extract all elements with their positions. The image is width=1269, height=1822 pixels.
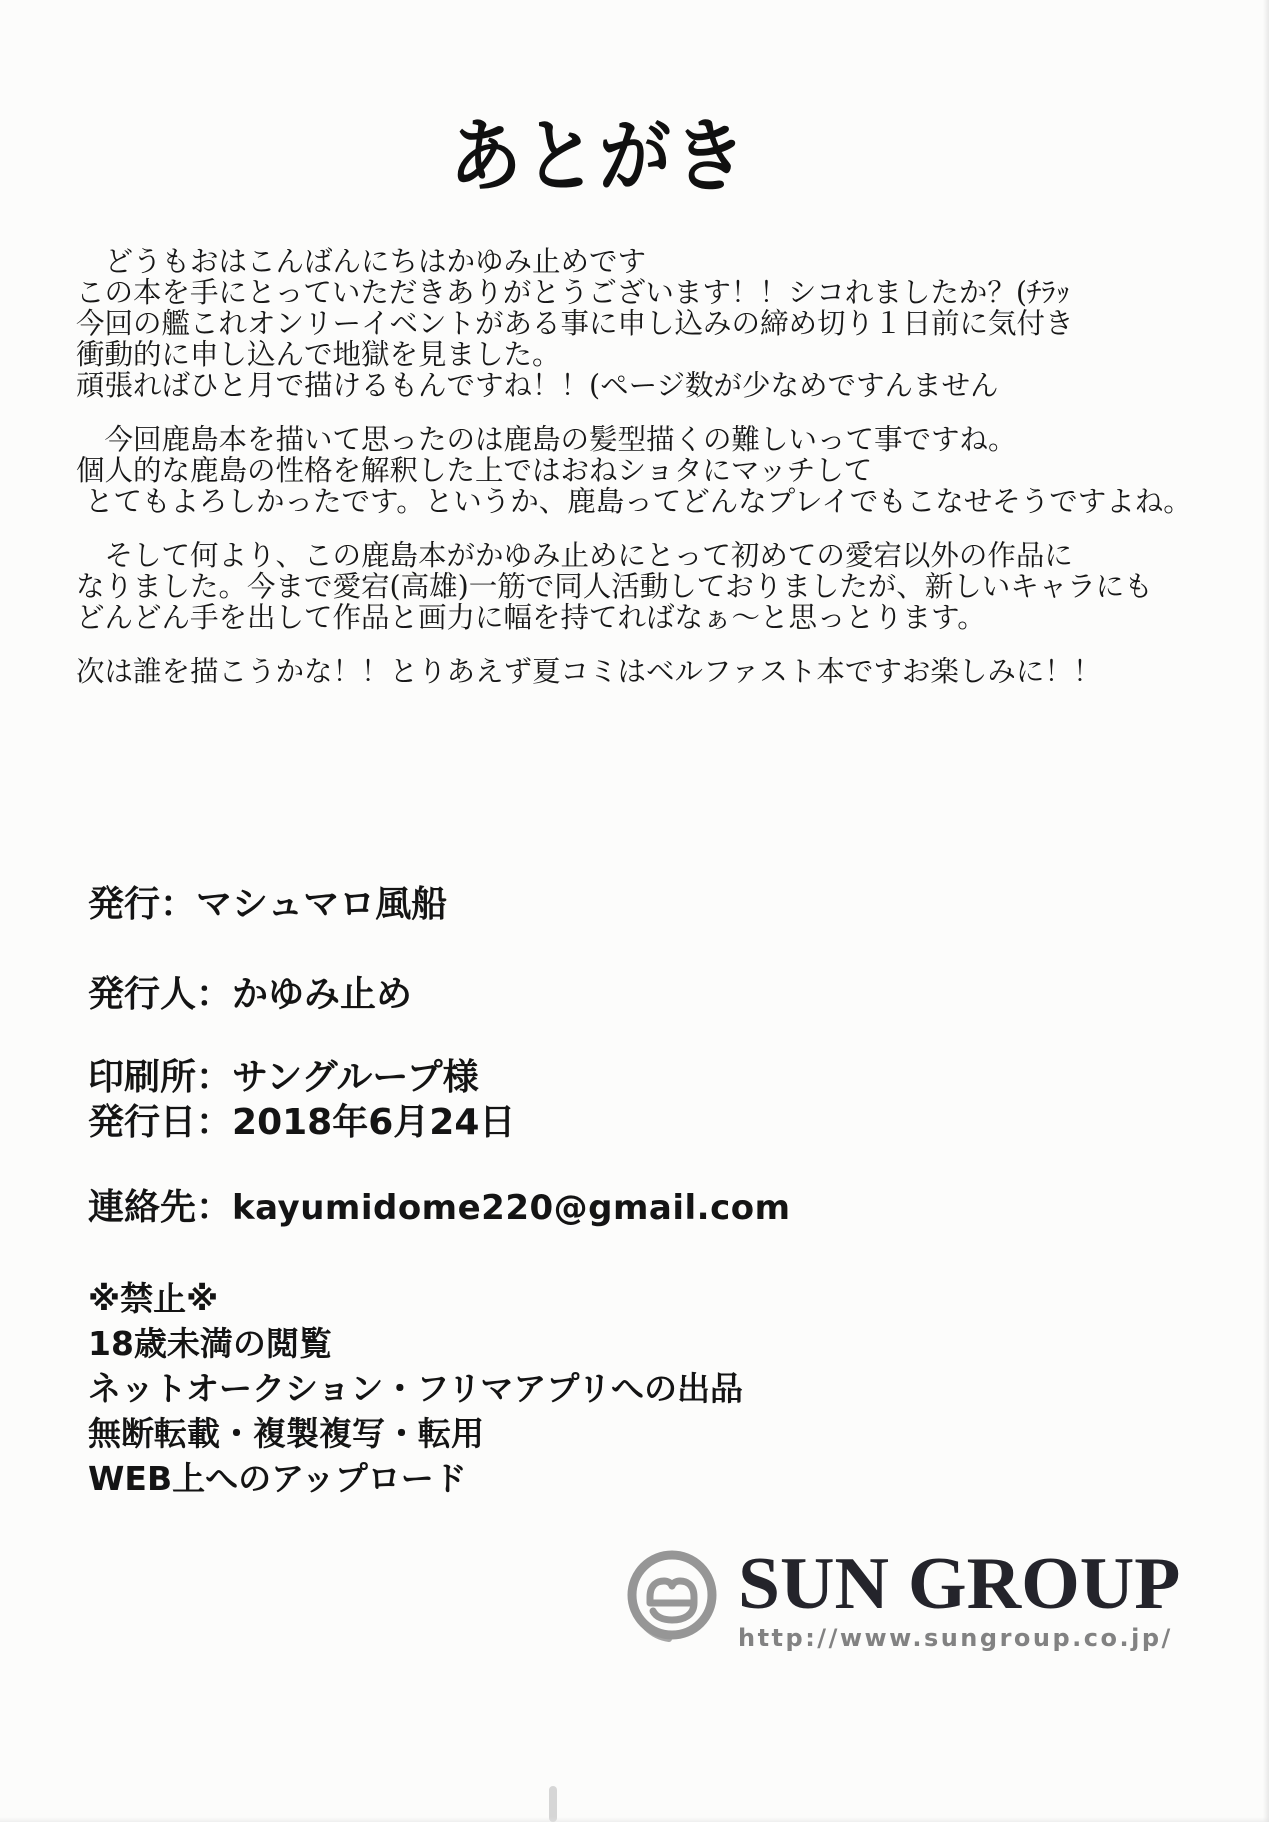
publisher-label: 発行 [88, 884, 161, 925]
publisher-value: マシュマロ風船 [196, 884, 448, 925]
colon: ： [196, 1187, 233, 1228]
text-line: どんどん手を出して作品と画力に幅を持てればなぁ～と思っとります。 [76, 601, 986, 634]
prohibition-item: WEB上へのアップロード [88, 1459, 467, 1498]
afterword-paragraph-3 [76, 540, 1216, 633]
prohibition-item: ネットオークション・フリマアプリへの出品 [88, 1369, 744, 1408]
colophon [88, 884, 791, 1229]
printer-row [88, 1057, 791, 1099]
afterword-text [76, 246, 1216, 710]
text-line: そして何より、この鹿島本がかゆみ止めにとって初めての愛宕以外の作品に [76, 539, 1073, 572]
afterword-paragraph-4 [76, 656, 1216, 687]
publisher-row [88, 884, 791, 926]
printer-company-url: http://www.sungroup.co.jp/ [738, 1624, 1173, 1652]
page-title-text: あとがき [449, 110, 748, 203]
text-line: 個人的な鹿島の性格を解釈した上ではおねショタにマッチして [76, 454, 873, 487]
publish-date-label: 発行日 [88, 1102, 197, 1143]
contact-email: kayumidome220@gmail.com [232, 1188, 791, 1228]
text-line: なりました。今まで愛宕(高雄)一筋で同人活動しておりましたが、新しいキャラにも [76, 570, 1153, 603]
author-value: かゆみ止め [232, 974, 413, 1015]
text-line: 今回鹿島本を描いて思ったのは鹿島の髪型描くの難しいって事ですね。 [76, 423, 1017, 456]
author-label: 発行人 [88, 974, 197, 1015]
page-title [0, 112, 1269, 202]
text-line: 次は誰を描こうかな！！とりあえず夏コミはベルファスト本ですお楽しみに！！ [76, 655, 1102, 688]
text-line: とてもよろしかったです。というか、鹿島ってどんなプレイでもこなせそうですよね。 [76, 485, 1192, 518]
scan-edge-right [1263, 0, 1269, 1822]
colon: ： [160, 884, 197, 925]
contact-row [88, 1187, 791, 1229]
afterword-paragraph-2 [76, 424, 1216, 517]
text-line: この本を手にとっていただきありがとうございます！！シコれましたか？(ﾁﾗｯ [76, 276, 1070, 309]
text-line: 今回の艦これオンリーイベントがある事に申し込みの締め切り１日前に気付き [76, 307, 1074, 340]
printer-value: サングループ様 [232, 1057, 479, 1098]
text-line: 衝動的に申し込んで地獄を見ました。 [76, 338, 561, 371]
prohibition-item: 18歳未満の閲覧 [88, 1324, 332, 1363]
author-row [88, 974, 791, 1016]
text-line: 頑張ればひと月で描けるもんですね！！(ページ数が少なめですんません [76, 369, 999, 402]
colon: ： [196, 974, 233, 1015]
colon: ： [196, 1057, 233, 1098]
sun-group-logo-text [738, 1543, 1187, 1652]
printer-label: 印刷所 [88, 1057, 197, 1098]
colon: ： [196, 1102, 233, 1143]
sun-group-emblem-icon [622, 1546, 722, 1646]
publish-date-row [88, 1102, 791, 1144]
prohibition-section [88, 1276, 743, 1501]
sun-group-logo [622, 1543, 1187, 1652]
text-line: どうもおはこんばんにちはかゆみ止めです [76, 245, 647, 278]
prohibition-item: 無断転載・複製複写・転用 [88, 1414, 484, 1453]
afterword-paragraph-1 [76, 246, 1216, 401]
prohibition-heading: ※禁止※ [88, 1279, 219, 1318]
publish-date-value: 2018年6月24日 [232, 1102, 516, 1143]
scan-edge-bottom [0, 1817, 1269, 1822]
contact-label: 連絡先 [88, 1187, 197, 1228]
printer-company-name: SUN GROUP [738, 1543, 1181, 1625]
